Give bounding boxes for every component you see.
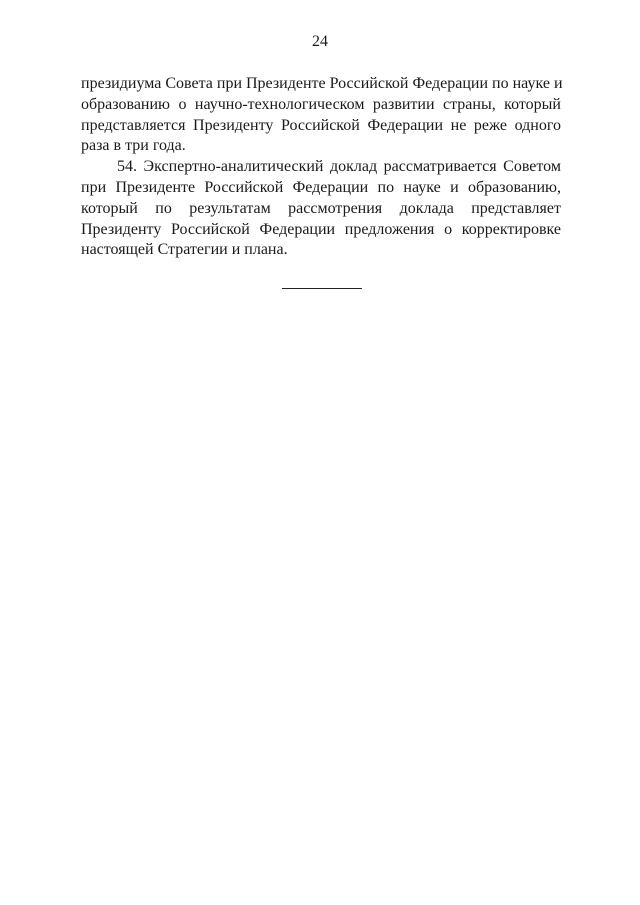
text-line: при Президенте Российской Федерации по науке и образованию,: [81, 178, 561, 196]
continuation-paragraph: [81, 74, 561, 157]
text-line: раза в три года.: [81, 137, 186, 155]
end-separator-line: [282, 288, 362, 289]
text-line: образованию о научно-технологическом развитии страны, который: [81, 95, 561, 113]
paragraph-54: [81, 157, 561, 261]
text-line: президиума Совета при Президенте Российской Федерации по науке и: [81, 75, 563, 92]
text-line: Президенту Российской Федерации предложения о корректировке: [81, 220, 561, 238]
text-line: 54. Экспертно-аналитический доклад рассматривается Советом: [117, 158, 561, 176]
document-body: [81, 74, 561, 261]
text-line: настоящей Стратегии и плана.: [81, 241, 288, 259]
text-line: который по результатам рассмотрения доклада представляет: [81, 199, 561, 217]
text-line: представляется Президенту Российской Федерации не реже одного: [81, 116, 561, 134]
page-number: 24: [312, 33, 328, 50]
